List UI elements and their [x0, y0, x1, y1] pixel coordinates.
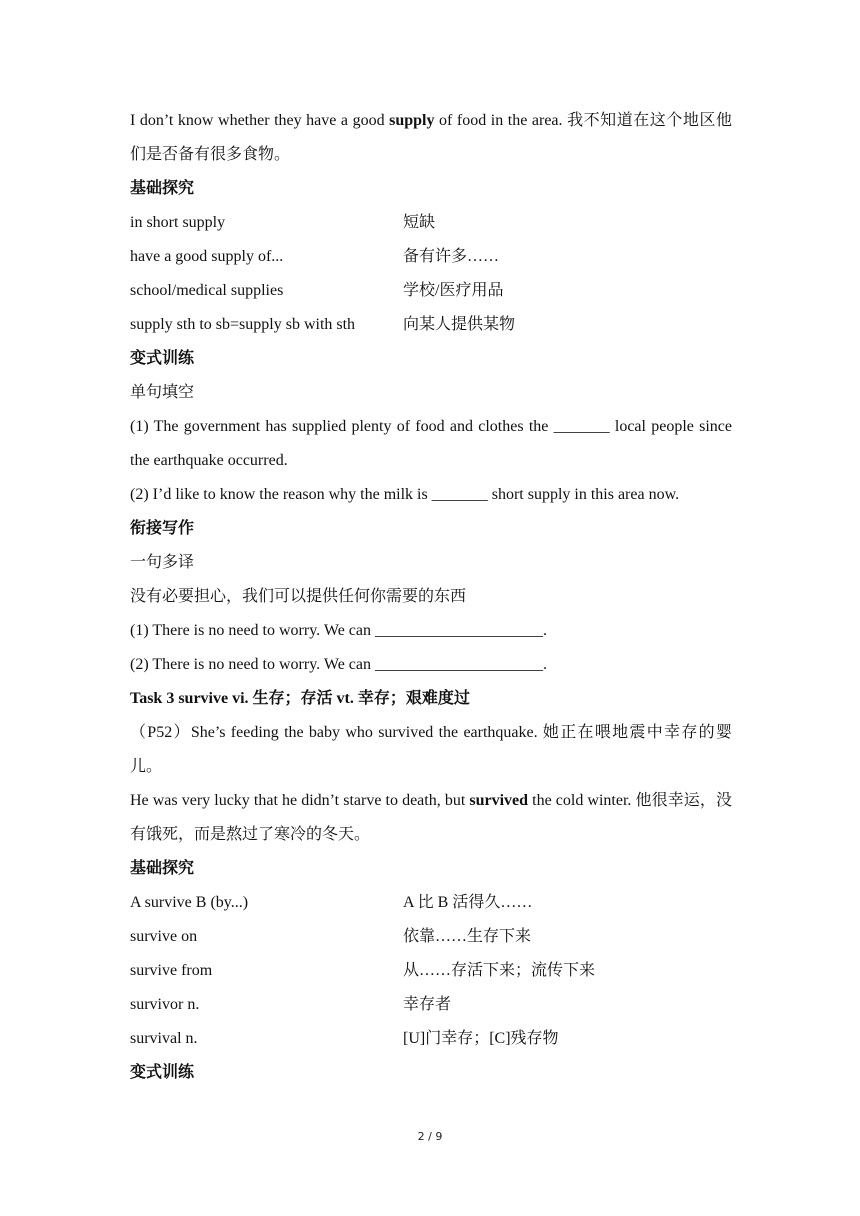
- section-heading-practice: 变式训练: [130, 350, 195, 367]
- translation-answer-1: (1) There is no need to worry. We can _____________________.: [130, 622, 547, 639]
- phrase-row: have a good supply of... 备有许多……: [130, 248, 500, 265]
- document-body: [130, 104, 732, 1090]
- section-heading-basic: 基础探究: [130, 180, 195, 197]
- phrase-row: school/medical supplies 学校/医疗用品: [130, 282, 504, 299]
- translation-prompt: 没有必要担心，我们可以提供任何你需要的东西: [130, 588, 467, 605]
- phrase-row: survivor n. 幸存者: [130, 996, 452, 1013]
- intro-text: I don’t know whether they have a good: [130, 112, 390, 129]
- intro-text-rest: of food in the area. 我不知道在这个地区他们是否备有很多食物。: [130, 112, 732, 163]
- example-sentence-1: （P52）She’s feeding the baby who survived the earthquake. 她正在喂地震中幸存的婴儿。: [130, 724, 732, 775]
- section-heading-basic-2: 基础探究: [130, 860, 195, 877]
- subheading-fill-blank: 单句填空: [130, 384, 195, 401]
- phrase-table-survive: [130, 886, 732, 1056]
- task-title: Task 3 survive vi. 生存；存活 vt. 幸存；艰难度过: [130, 690, 470, 707]
- example-keyword: survived: [469, 792, 529, 809]
- example-sentence-2: He was very lucky that he didn’t starve to death, but survived the cold winter. 他很幸运，没有饿死，而是熬过了寒冷的冬天。: [130, 792, 732, 843]
- phrase-row: in short supply 短缺: [130, 214, 436, 231]
- phrase-row: survival n. [U]门幸存；[C]残存物: [130, 1030, 559, 1047]
- phrase-row: survive on 依靠……生存下来: [130, 928, 532, 945]
- page-number: 2 / 9: [417, 1130, 443, 1143]
- intro-sentence: [130, 104, 732, 172]
- phrase-row: A survive B (by...) A 比 B 活得久……: [130, 894, 533, 911]
- intro-keyword: supply: [389, 112, 435, 129]
- translation-answer-2: (2) There is no need to worry. We can _____________________.: [130, 656, 547, 673]
- phrase-row: survive from 从……存活下来；流传下来: [130, 962, 596, 979]
- phrase-row: supply sth to sb=supply sb with sth 向某人提供某物: [130, 316, 516, 333]
- exercise-question-2: (2) I’d like to know the reason why the milk is _______ short supply in this area now.: [130, 486, 680, 503]
- subheading-translation: 一句多译: [130, 554, 195, 571]
- phrase-table-supply: [130, 206, 732, 342]
- exercise-question-1: (1) The government has supplied plenty of food and clothes the _______ local people since the earthquake occurred.: [130, 418, 732, 469]
- section-heading-writing: 衔接写作: [130, 520, 195, 537]
- section-heading-practice-2: 变式训练: [130, 1064, 195, 1081]
